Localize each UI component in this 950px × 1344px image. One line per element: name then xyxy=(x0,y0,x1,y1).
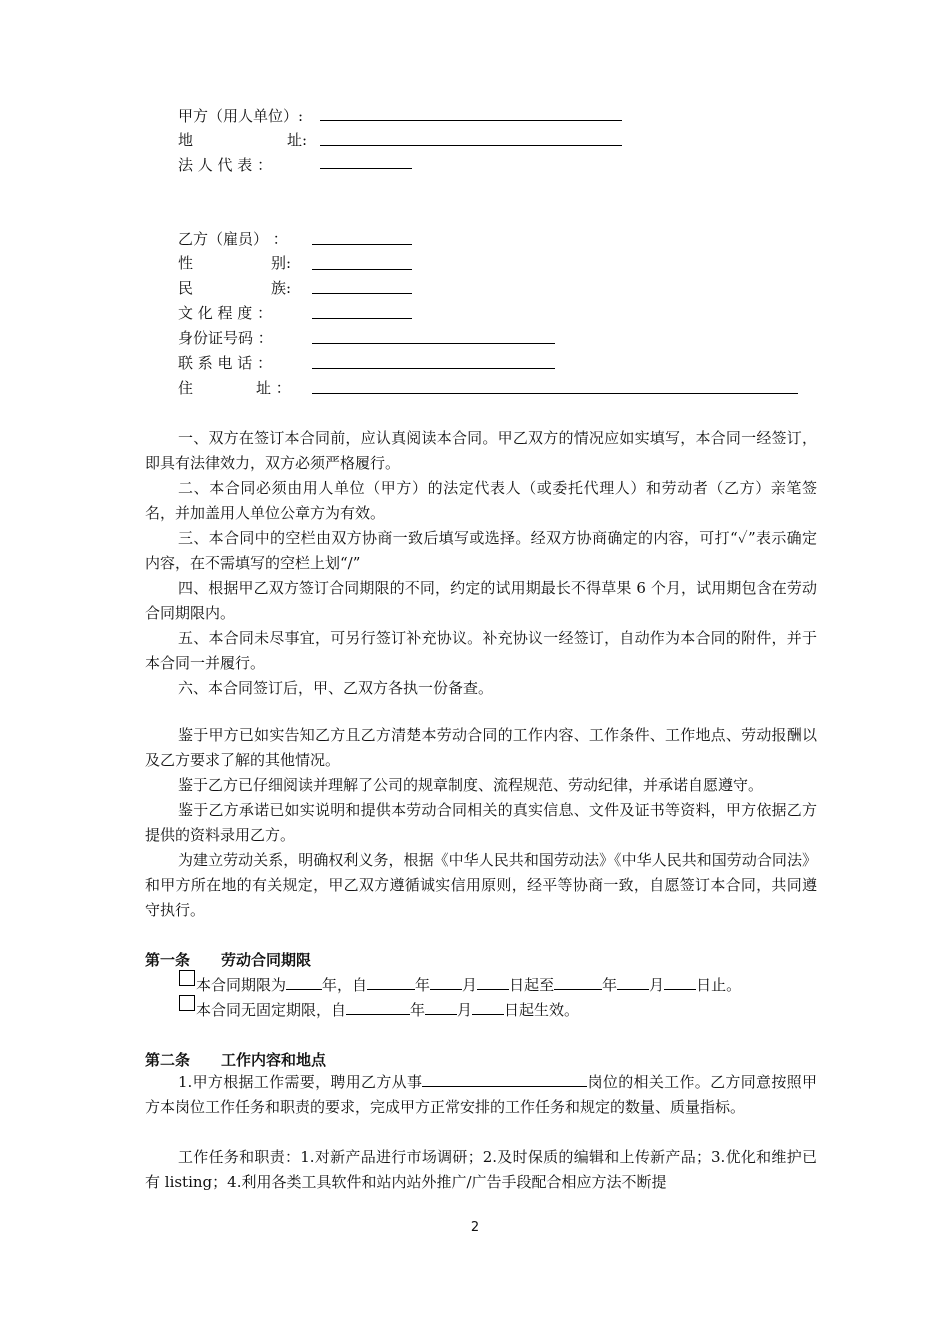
open-term-checkbox[interactable] xyxy=(179,995,195,1011)
article-1-heading xyxy=(145,950,311,970)
recital-2: 鉴于乙方已仔细阅读并理解了公司的规章制度、流程规范、劳动纪律，并承诺自愿遵守。 xyxy=(178,776,764,794)
party-a-address-label-1: 地 xyxy=(178,131,194,149)
party-b-id-label: 身份证号码 ： xyxy=(178,329,273,347)
fixed-term-checkbox[interactable] xyxy=(179,970,195,986)
recital-1: 鉴于甲方已如实告知乙方且乙方清楚本劳动合同的工作内容、工作条件、工作地点、劳动报酬以及乙方要求了解的其他情况。 xyxy=(145,726,817,769)
open-term-line: 本合同无固定期限，自 年 月 日起生效。 xyxy=(196,1001,580,1019)
party-b-ethnic-label-2: 族: xyxy=(271,279,292,297)
party-b-ethnic-label-1: 民 xyxy=(178,279,194,297)
end-year-blank[interactable] xyxy=(554,975,602,990)
page-number: 2 xyxy=(470,1220,480,1235)
party-b-ethnic-blank[interactable] xyxy=(312,293,412,294)
party-b-id-blank[interactable] xyxy=(312,343,555,344)
end-day-blank[interactable] xyxy=(664,975,696,990)
party-b-address-label-1: 住 xyxy=(178,379,194,397)
party-a-rep-label: 法 人 代 表 ： xyxy=(178,156,273,174)
recital-3: 鉴于乙方承诺已如实说明和提供本劳动合同相关的真实信息、文件及证书等资料，甲方依据乙方提供的资料录用乙方。 xyxy=(145,801,817,844)
party-b-gender-blank[interactable] xyxy=(312,269,412,270)
party-b-education-blank[interactable] xyxy=(312,318,412,319)
open-start-year-blank[interactable] xyxy=(346,1000,410,1015)
open-start-month-blank[interactable] xyxy=(425,1000,457,1015)
note-2: 二、本合同必须由用人单位（甲方）的法定代表人（或委托代理人）和劳动者（乙方）亲笔签名，并加盖用人单位公章方为有效。 xyxy=(145,479,817,522)
party-b-address-blank[interactable] xyxy=(312,393,798,394)
party-a-address-label-2: 址: xyxy=(287,131,308,149)
open-start-day-blank[interactable] xyxy=(472,1000,504,1015)
term-years-blank[interactable] xyxy=(286,975,322,990)
article-2-title: 工作内容和地点 xyxy=(221,1051,327,1069)
note-3: 三、本合同中的空栏由双方协商一致后填写或选择。经双方协商确定的内容，可打“✓”表示确定内容，在不需填写的空栏上划“/” xyxy=(145,529,817,572)
party-a-label: 甲方（用人单位）: xyxy=(178,107,304,125)
party-b-phone-label: 联 系 电 话 ： xyxy=(178,354,273,372)
party-b-phone-blank[interactable] xyxy=(312,368,555,369)
start-year-blank[interactable] xyxy=(367,975,415,990)
note-6: 六、本合同签订后，甲、乙双方各执一份备查。 xyxy=(178,679,494,697)
note-4: 四、根据甲乙双方签订合同期限的不同，约定的试用期最长不得草果 6 个月，试用期包含在劳动合同期限内。 xyxy=(145,579,817,622)
note-5: 五、本合同未尽事宜，可另行签订补充协议。补充协议一经签订，自动作为本合同的附件，并于本合同一并履行。 xyxy=(145,629,817,672)
recital-4: 为建立劳动关系，明确权利义务，根据《中华人民共和国劳动法》《中华人民共和国劳动合同法》和甲方所在地的有关规定，甲乙双方遵循诚实信用原则，经平等协商一致，自愿签订本合同，共同遵守执行。 xyxy=(145,851,817,919)
article-2-paragraph-1: 1.甲方根据工作需要，聘用乙方从事 岗位的相关工作。乙方同意按照甲方本岗位工作任务和职责的要求，完成甲方正常安排的工作任务和规定的数量、质量指标。 xyxy=(145,1073,817,1116)
article-1-title: 劳动合同期限 xyxy=(221,951,312,969)
party-b-address-label-2: 址 ： xyxy=(256,379,291,397)
article-1-number: 第一条 xyxy=(145,951,191,969)
party-a-rep-blank[interactable] xyxy=(320,168,412,169)
fixed-term-line: 本合同期限为 年，自 年 月 日起至 年 月 日止。 xyxy=(196,976,742,994)
party-a-address-blank[interactable] xyxy=(320,145,622,146)
party-a-blank[interactable] xyxy=(320,120,622,121)
party-b-blank[interactable] xyxy=(312,244,412,245)
start-day-blank[interactable] xyxy=(477,975,509,990)
party-b-gender-label-1: 性 xyxy=(178,254,194,272)
party-b-gender-label-2: 别: xyxy=(271,254,292,272)
party-b-education-label: 文 化 程 度 ： xyxy=(178,304,273,322)
article-2-paragraph-2: 工作任务和职责：1.对新产品进行市场调研；2.及时保质的编辑和上传新产品；3.优化和维护已有 listing；4.利用各类工具软件和站内站外推广/广告手段配合相应方法不断提 xyxy=(145,1148,817,1191)
note-1: 一、双方在签订本合同前，应认真阅读本合同。甲乙双方的情况应如实填写，本合同一经签订，即具有法律效力，双方必须严格履行。 xyxy=(145,429,817,472)
job-position-blank[interactable] xyxy=(422,1072,587,1087)
article-2-heading xyxy=(145,1050,326,1070)
party-b-label: 乙方（雇员） ： xyxy=(178,230,288,248)
end-month-blank[interactable] xyxy=(617,975,649,990)
start-month-blank[interactable] xyxy=(430,975,462,990)
article-2-number: 第二条 xyxy=(145,1051,191,1069)
